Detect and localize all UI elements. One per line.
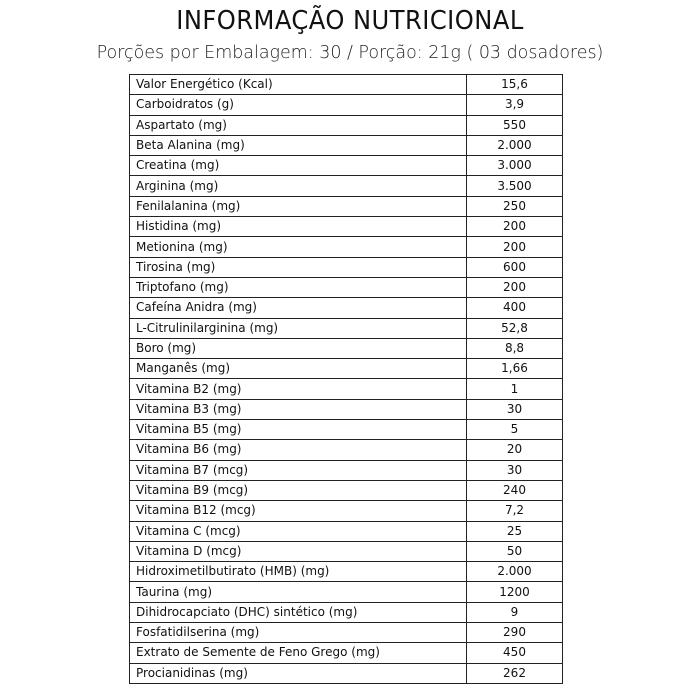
table-row <box>130 338 563 358</box>
table-row <box>130 582 563 602</box>
table-row <box>130 460 563 480</box>
nutrient-value: 240 <box>467 480 563 500</box>
nutrient-label: Beta Alanina (mg) <box>130 135 467 155</box>
table-row <box>130 663 563 683</box>
nutrient-value: 200 <box>467 237 563 257</box>
nutrient-label: Vitamina C (mcg) <box>130 521 467 541</box>
nutrient-value: 8,8 <box>467 338 563 358</box>
table-row <box>130 623 563 643</box>
nutrient-label: Vitamina B9 (mcg) <box>130 480 467 500</box>
nutrient-label: Aspartato (mg) <box>130 115 467 135</box>
table-row <box>130 440 563 460</box>
table-row <box>130 541 563 561</box>
nutrient-value: 3.000 <box>467 156 563 176</box>
table-row <box>130 521 563 541</box>
nutrient-value: 2.000 <box>467 562 563 582</box>
nutrient-label: Manganês (mg) <box>130 359 467 379</box>
nutrient-value: 450 <box>467 643 563 663</box>
table-row <box>130 156 563 176</box>
nutrient-value: 200 <box>467 277 563 297</box>
nutrient-value: 25 <box>467 521 563 541</box>
nutrient-label: Extrato de Semente de Feno Grego (mg) <box>130 643 467 663</box>
nutrient-value: 7,2 <box>467 501 563 521</box>
table-row <box>130 277 563 297</box>
nutrition-table-body <box>130 75 563 684</box>
page-title: INFORMAÇÃO NUTRICIONAL <box>176 6 524 36</box>
nutrient-label: Creatina (mg) <box>130 156 467 176</box>
nutrient-label: Dihidrocapciato (DHC) sintético (mg) <box>130 602 467 622</box>
table-row <box>130 379 563 399</box>
table-row <box>130 95 563 115</box>
nutrient-value: 3,9 <box>467 95 563 115</box>
nutrient-value: 20 <box>467 440 563 460</box>
nutrient-value: 1200 <box>467 582 563 602</box>
nutrient-label: Fosfatidilserina (mg) <box>130 623 467 643</box>
nutrient-label: Arginina (mg) <box>130 176 467 196</box>
nutrient-label: Fenilalanina (mg) <box>130 196 467 216</box>
nutrient-value: 290 <box>467 623 563 643</box>
nutrient-value: 250 <box>467 196 563 216</box>
nutrient-value: 1,66 <box>467 359 563 379</box>
table-row <box>130 237 563 257</box>
nutrient-value: 30 <box>467 399 563 419</box>
table-row <box>130 75 563 95</box>
table-row <box>130 420 563 440</box>
nutrient-label: Vitamina B6 (mg) <box>130 440 467 460</box>
nutrient-label: Boro (mg) <box>130 338 467 358</box>
nutrient-value: 600 <box>467 257 563 277</box>
nutrient-value: 30 <box>467 460 563 480</box>
nutrient-label: Vitamina B2 (mg) <box>130 379 467 399</box>
nutrient-label: Hidroximetilbutirato (HMB) (mg) <box>130 562 467 582</box>
nutrient-label: Vitamina D (mcg) <box>130 541 467 561</box>
table-row <box>130 196 563 216</box>
table-row <box>130 135 563 155</box>
nutrient-value: 1 <box>467 379 563 399</box>
nutrient-value: 50 <box>467 541 563 561</box>
nutrient-value: 262 <box>467 663 563 683</box>
table-row <box>130 176 563 196</box>
table-row <box>130 115 563 135</box>
table-row <box>130 399 563 419</box>
nutrient-label: Vitamina B5 (mg) <box>130 420 467 440</box>
nutrient-value: 5 <box>467 420 563 440</box>
table-row <box>130 562 563 582</box>
nutrient-label: Tirosina (mg) <box>130 257 467 277</box>
table-row <box>130 318 563 338</box>
nutrient-label: Carboidratos (g) <box>130 95 467 115</box>
table-row <box>130 298 563 318</box>
nutrient-value: 52,8 <box>467 318 563 338</box>
nutrient-value: 2.000 <box>467 135 563 155</box>
table-row <box>130 359 563 379</box>
nutrient-label: Vitamina B3 (mg) <box>130 399 467 419</box>
nutrient-value: 15,6 <box>467 75 563 95</box>
nutrient-label: Procianidinas (mg) <box>130 663 467 683</box>
nutrient-value: 3.500 <box>467 176 563 196</box>
nutrient-value: 9 <box>467 602 563 622</box>
nutrient-label: Cafeína Anidra (mg) <box>130 298 467 318</box>
table-row <box>130 501 563 521</box>
nutrition-table <box>129 74 563 684</box>
table-row <box>130 217 563 237</box>
table-row <box>130 257 563 277</box>
table-row <box>130 602 563 622</box>
nutrient-label: Valor Energético (Kcal) <box>130 75 467 95</box>
nutrient-label: Metionina (mg) <box>130 237 467 257</box>
nutrient-label: Vitamina B12 (mcg) <box>130 501 467 521</box>
table-row <box>130 480 563 500</box>
nutrient-label: Vitamina B7 (mcg) <box>130 460 467 480</box>
nutrient-label: Taurina (mg) <box>130 582 467 602</box>
nutrient-label: L-Citrulinilarginina (mg) <box>130 318 467 338</box>
nutrient-value: 200 <box>467 217 563 237</box>
nutrient-label: Histidina (mg) <box>130 217 467 237</box>
serving-info: Porções por Embalagem: 30 / Porção: 21g ( 03 dosadores) <box>96 42 604 63</box>
nutrient-label: Triptofano (mg) <box>130 277 467 297</box>
nutrient-value: 550 <box>467 115 563 135</box>
nutrient-value: 400 <box>467 298 563 318</box>
table-row <box>130 643 563 663</box>
